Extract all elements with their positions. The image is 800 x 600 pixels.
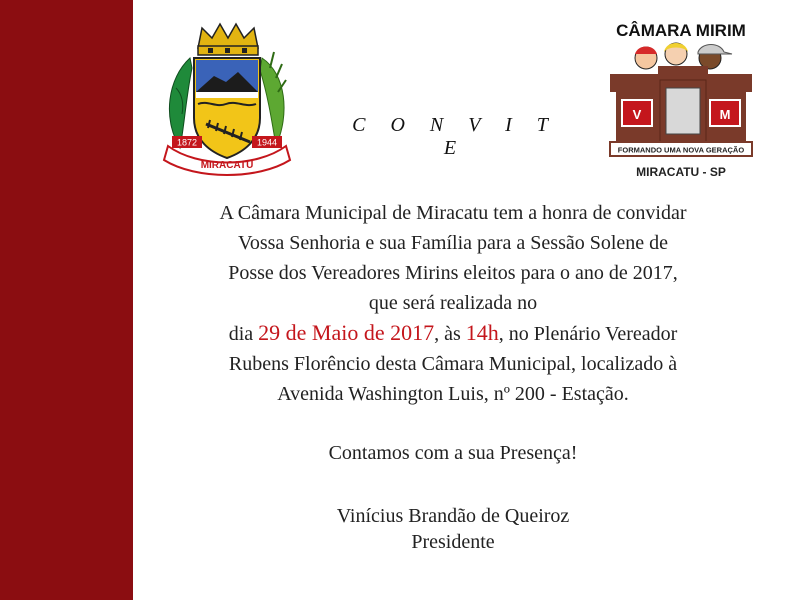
event-time: 14h [465,320,499,345]
invitation-body [143,198,763,409]
crest-city-name: MIRACATU [200,160,254,171]
body-line-6: Rubens Florêncio desta Câmara Municipal, localizado à [228,353,678,375]
date-prefix: dia [228,323,259,345]
body-line-7: Avenida Washington Luis, nº 200 - Estação. [277,383,629,405]
body-line-5 [143,318,763,349]
crest-year-left: 1872 [176,137,198,148]
body-line-3: Posse dos Vereadores Mirins eleitos para o ano de 2017, [228,262,678,284]
signatory-name: Vinícius Brandão de Queiroz [336,505,570,527]
closing-line: Contamos com a sua Presença! [328,442,578,464]
invitation-title: C O N V I T E [352,114,558,159]
camara-mirim-logo [602,18,760,186]
miracatu-coat-of-arms [158,18,296,178]
crest-year-right: 1944 [256,137,278,148]
mirim-logo-letter-v: V [632,107,642,122]
signature-block [143,503,763,555]
mirim-logo-letter-m: M [719,107,731,122]
event-date: 29 de Maio de 2017 [258,320,435,345]
signatory-role: Presidente [411,531,495,553]
date-time-joiner: , às [434,323,466,345]
body-line-2: Vossa Senhoria e sua Família para a Sessão Solene de [237,232,669,254]
mirim-logo-slogan: FORMANDO UMA NOVA GERAÇÃO [617,145,745,155]
venue-start: , no Plenário Vereador [498,323,678,345]
body-line-4: que será realizada no [368,292,538,314]
left-sidebar-band [0,0,133,600]
mirim-logo-title: CÂMARA MIRIM [616,21,746,40]
mirim-logo-location: MIRACATU - SP [636,165,726,179]
body-line-1: A Câmara Municipal de Miracatu tem a honra de convidar [219,202,687,224]
